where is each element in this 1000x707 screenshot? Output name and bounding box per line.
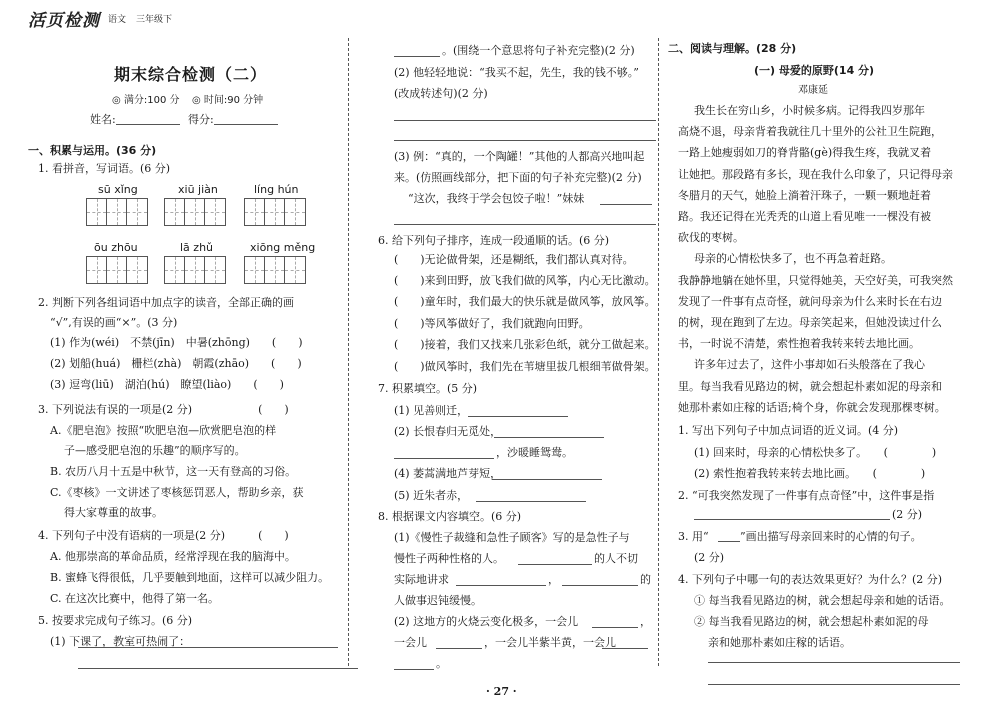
section2-heading: 二、阅读与理解。(28 分) — [668, 42, 797, 55]
q8-blank-7[interactable] — [394, 669, 434, 670]
q3-line-4: C.《枣核》一文讲述了枣核惩罚恶人，帮助乡亲，获 — [50, 486, 304, 499]
q5-2-answer-line[interactable] — [394, 120, 656, 121]
q5-3-line2: 来。(仿照画线部分，把下面的句子补充完整)(2 分) — [394, 171, 642, 184]
q7-blank-3[interactable] — [394, 458, 494, 459]
passage-author: 邓康延 — [798, 85, 828, 96]
writing-grid-1[interactable] — [86, 198, 148, 226]
r-q1-stem: 1. 写出下列句子中加点词语的近义词。(4 分) — [678, 424, 899, 437]
r-q4-line-1: ① 每当我看见路边的树，就会想起母亲和她的话语。 — [694, 594, 951, 607]
q8-blank-4[interactable] — [592, 627, 638, 628]
q8-line-3: 的人不切 — [594, 552, 638, 565]
middle-column — [368, 0, 656, 707]
q8-line-9: ， — [640, 615, 651, 628]
q5-2-line2: (改成转述句)(2 分) — [394, 87, 488, 100]
q2-item-3: (3) 逗弯(liū) 湖泊(hú) 瞭望(liào) ( ) — [50, 378, 284, 391]
q7-blank-1[interactable] — [468, 416, 568, 417]
grade-label: 三年级下 — [136, 15, 173, 25]
q8-line-11: ，一会儿半紫半黄，一会儿 — [484, 636, 616, 649]
q5-1-blank[interactable] — [394, 56, 440, 57]
passage-line: 我静静地躺在她怀里，只觉得她美，天空好美，可我突然 — [678, 273, 953, 287]
q6-item-4[interactable]: ( )等风筝做好了，我们就跑向田野。 — [394, 317, 590, 330]
passage-line: 的树，现在跑到了左边。母亲笑起来，但她没读过什么 — [678, 316, 942, 329]
writing-grid-4[interactable] — [86, 256, 148, 284]
exam-time: ◎ 时间:90 分钟 — [192, 95, 264, 106]
r-q3-line1: 3. 用“ — [678, 530, 709, 543]
q2-stem-line1: 2. 判断下列各组词语中加点字的读音，全部正确的画 — [38, 296, 294, 309]
passage-line: 许多年过去了，这件小事却如石头般落在了我心 — [694, 358, 925, 372]
q3-line-1: A.《肥皂泡》按照“吹肥皂泡—欣赏肥皂泡的样 — [50, 424, 277, 437]
passage-line: 砍伐的枣树。 — [678, 231, 744, 245]
q2-item-1: (1) 作为(wéi) 不禁(jīn) 中暑(zhōng) ( ) — [50, 336, 303, 349]
writing-grid-5[interactable] — [164, 256, 226, 284]
q4-line-2: B. 蜜蜂飞得很低，几乎要触到地面，这样可以减少阻力。 — [50, 571, 330, 584]
q2-item-2: (2) 划船(huá) 栅栏(zhà) 朝霞(zhāo) ( ) — [50, 357, 302, 370]
q8-blank-5[interactable] — [436, 648, 482, 649]
score-label: 得分: — [188, 113, 214, 126]
q8-line-4: 实际地讲求 — [394, 573, 449, 586]
q7-item-1: (1) 见善则迁， — [394, 404, 469, 417]
pinyin-5: lā zhǔ — [180, 241, 214, 254]
q4-stem: 4. 下列句子中没有语病的一项是(2 分) ( ) — [38, 529, 289, 542]
q8-line-7: 人做事迟钝缓慢。 — [394, 594, 482, 607]
passage-line: 书，一时说不清楚，索性抱着我转来转去地比画。 — [678, 337, 920, 351]
q1-stem: 1. 看拼音，写词语。(6 分) — [38, 162, 171, 175]
passage-title: (一) 母爱的原野(14 分) — [754, 64, 875, 77]
writing-grid-2[interactable] — [164, 198, 226, 226]
q7-item-2: (2) 长恨春归无觅处， — [394, 425, 502, 438]
q5-3-line3: “这次，我终于学会包饺子啦！”妹妹 — [408, 192, 585, 205]
r-q4-answer-line-2[interactable] — [708, 684, 960, 685]
pinyin-2: xiū jiàn — [178, 183, 218, 196]
r-q3-line3: (2 分) — [694, 551, 725, 564]
page-title: 期末综合检测（二） — [114, 65, 268, 84]
q5-sub1-answer-line-2[interactable] — [78, 668, 358, 669]
pinyin-4: ōu zhōu — [94, 241, 138, 254]
q3-line-5: 得大家尊重的故事。 — [64, 506, 163, 519]
r-q3-underline-sample — [718, 541, 740, 542]
name-label: 姓名: — [90, 113, 116, 126]
r-q2-blank[interactable] — [694, 519, 890, 520]
r-q4-line-2: ② 每当我看见路边的树，就会想起朴素如泥的母 — [694, 615, 929, 628]
q8-line-12: 。 — [436, 657, 447, 670]
right-column — [668, 0, 968, 707]
score-field[interactable] — [214, 124, 278, 125]
q4-line-3: C. 在这次比赛中，他得了第一名。 — [50, 592, 220, 605]
q8-blank-1[interactable] — [518, 564, 592, 565]
q5-3-line1: (3) 例：“真的，一个陶罐！”其他的人都高兴地叫起 — [394, 150, 645, 163]
q6-item-2[interactable]: ( )来到田野，放飞我们做的风筝，内心无比激动。 — [394, 274, 656, 287]
q5-sub1-answer-line[interactable] — [78, 647, 338, 648]
writing-grid-6[interactable] — [244, 256, 306, 284]
r-q3-line2: ”画出描写母亲回来时的心情的句子。 — [740, 530, 922, 543]
q5-sub1: (1) 下课了，教室可热闹了： — [50, 635, 191, 648]
q8-stem: 8. 根据课文内容填空。(6 分) — [378, 510, 522, 523]
pinyin-3: líng hún — [254, 183, 299, 196]
q7-stem: 7. 积累填空。(5 分) — [378, 382, 478, 395]
q6-stem: 6. 给下列句子排序，连成一段通顺的话。(6 分) — [378, 234, 610, 247]
name-field[interactable] — [116, 124, 180, 125]
passage-line: 冬腊月的天气，她脸上淌着汗珠子，一颗一颗地赶着 — [678, 188, 931, 202]
r-q1-item-1: (1) 回来时，母亲的心情松快多了。 ( ) — [694, 446, 937, 459]
passage-line: 里。每当我看见路边的树，就会想起朴素如泥的母亲和 — [678, 379, 942, 393]
passage-line: 母亲的心情松快多了，也不再急着赶路。 — [694, 252, 892, 266]
q8-line-10: 一会儿 — [394, 636, 427, 649]
r-q2-line2: (2 分) — [892, 508, 923, 521]
q6-item-6[interactable]: ( )做风筝时，我们先在苇塘里拔几根细苇做骨架。 — [394, 360, 656, 373]
q6-item-3[interactable]: ( )童年时，我们最大的快乐就是做风筝，放风筝。 — [394, 295, 656, 308]
q8-blank-2[interactable] — [456, 585, 546, 586]
passage-line: 发现了一件事有点奇怪，就问母亲为什么来时长在右边 — [678, 294, 942, 308]
column-divider-2 — [658, 38, 659, 666]
q5-stem: 5. 按要求完成句子练习。(6 分) — [38, 614, 193, 627]
column-divider-1 — [348, 38, 349, 666]
q7-item-5: (5) 近朱者赤， — [394, 489, 469, 502]
q5-2-line1: (2) 他轻轻地说：“我买不起，先生，我的钱不够。” — [394, 66, 639, 79]
writing-grid-3[interactable] — [244, 198, 306, 226]
passage-line: 我生长在穷山乡，小时候多病。记得我四岁那年 — [694, 104, 925, 117]
section1-heading: 一、积累与运用。(36 分) — [28, 144, 157, 157]
q7-blank-4[interactable] — [492, 479, 602, 480]
q5-3-answer-line[interactable] — [394, 224, 656, 225]
q8-line-8: (2) 这地方的火烧云变化极多，一会儿 — [394, 615, 579, 628]
passage-line: 一路上她瘦弱如刀的脊背骼(gè)得我生疼，我就叉着 — [678, 146, 932, 160]
passage-line: 路。我还记得在光秃秃的山道上看见唯一一棵没有被 — [678, 210, 931, 223]
q5-2-answer-line-2[interactable] — [394, 140, 656, 141]
passage-line: 让她把。那段路有多长，现在我什么印象了，只记得母亲 — [678, 167, 953, 181]
left-column — [28, 0, 340, 707]
q8-line-2: 慢性子两种性格的人。 — [394, 552, 504, 565]
q6-item-5[interactable]: ( )接着，我们又找来几张彩色纸，就分工做起来。 — [394, 338, 656, 351]
q8-line-6: 的 — [640, 573, 651, 586]
page-number: · 27 · — [486, 685, 517, 698]
q7-blank-5[interactable] — [476, 501, 586, 502]
pinyin-1: sū xǐng — [98, 183, 138, 196]
q8-line-1: (1)《慢性子裁缝和急性子顾客》写的是急性子与 — [394, 531, 630, 544]
passage-line: 高烧不退，母亲背着我就往几十里外的公社卫生院跑， — [678, 125, 942, 139]
brand-logo: 活页检测 — [28, 11, 100, 31]
q7-item-3: ，沙暖睡鸳鸯。 — [496, 446, 573, 459]
r-q4-stem: 4. 下列句子中哪一句的表达效果更好？为什么？(2 分) — [678, 573, 943, 586]
q8-blank-3[interactable] — [562, 585, 638, 586]
r-q2-line1: 2. “可我突然发现了一件事有点奇怪”中，这件事是指 — [678, 489, 935, 502]
r-q1-item-2: (2) 索性抱着我转来转去地比画。 ( ) — [694, 467, 926, 480]
q3-line-2: 子—感受肥皂泡的乐趣”的顺序写的。 — [64, 444, 246, 457]
q3-stem: 3. 下列说法有误的一项是(2 分) ( ) — [38, 403, 289, 416]
q2-stem-line2: “√”,有误的画“×”。(3 分) — [50, 316, 178, 329]
q4-line-1: A. 他那崇高的革命品质，经常浮现在我的脑海中。 — [50, 550, 296, 563]
q8-line-5: ， — [548, 573, 559, 586]
q7-item-4: (4) 萎蒿满地芦芽短， — [394, 467, 502, 480]
r-q4-line-3: 亲和她那朴素如庄稼的话语。 — [708, 636, 851, 649]
pinyin-6: xiōng měng — [250, 241, 316, 254]
subject-label: 语文 — [108, 15, 127, 25]
passage-line: 她那朴素如庄稼的话语;椅个身，你就会发现那棵枣树。 — [678, 400, 946, 414]
q7-blank-2[interactable] — [494, 437, 604, 438]
q3-line-3: B. 农历八月十五是中秋节，这一天有登高的习俗。 — [50, 465, 297, 478]
q8-blank-6[interactable] — [602, 648, 648, 649]
q6-item-1[interactable]: ( )无论做骨架，还是糊纸，我们都认真对待。 — [394, 253, 634, 266]
q5-3-blank[interactable] — [600, 204, 652, 205]
r-q4-answer-line[interactable] — [708, 662, 960, 663]
q5-1-cont: 。(围绕一个意思将句子补充完整)(2 分) — [442, 44, 635, 57]
full-score: ◎ 满分:100 分 — [112, 95, 180, 106]
